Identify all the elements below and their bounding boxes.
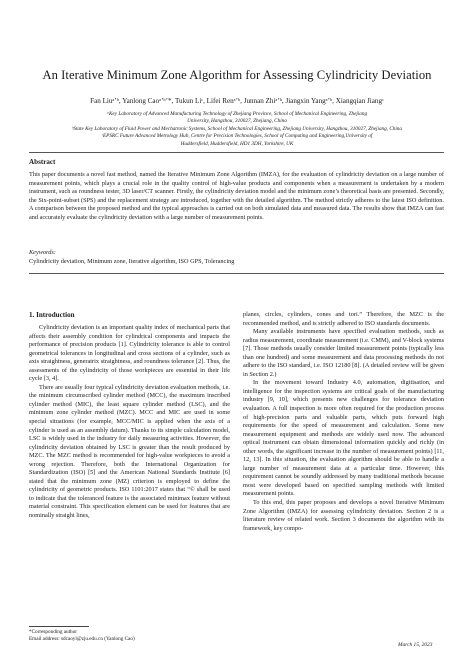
left-column [29,324,230,521]
keywords-text: Cylindricity deviation, Minimum zone, Iterative algorithm, ISO GPS, Tolerancing [29,258,235,265]
footnote-email: Email address: sdcaoyl@zju.edu.cn (Yanlong Cao) [29,636,135,642]
affiliation-a-line1: ᵃKey Laboratory of Advanced Manufacturing Technology of Zhejiang Province, School of Mechanical Engineering, Zhejiang [106,111,368,117]
affiliation-c-line1: ᶜEPSRC Future Advanced Metrology Hub, Centre for Precision Technologies, School of Computing and Engineering,University of [101,133,373,139]
intro-paragraph-5: To this end, this paper proposes and develops a novel Iterative Minimum Zone Algorithm (IMZA) for assessing cylindricity deviation. Section 2 is a literature review of related work. Section 3 documents the algorithm with its framework, key compo- [243,499,444,532]
affiliation-a-line2: University, Hangzhou, 310027, Zhejiang, China [187,118,287,124]
section-heading-introduction: 1. Introduction [29,311,75,319]
intro-paragraph-4: In the movement toward Industry 4.0, automation, digitisation, and intelligence for the inspection systems are critical goals of the manufacturing industry [9, 10], which presents new challenges for tolerance deviation evaluation. A full inspection is more often required for the production process of high-precision parts and valuable parts, which puts forward high requirements for the speed of measurement and calculation. Some new measurement equipment and methods are widely used now. The advanced optical instrument can obtain dimensional information quickly and richly (in other words, the significant increase in the number of measurement points) [11, 12, 13]. In this situation, the evaluation algorithm should be able to handle a large number of measurement data at a particular time. However, this requirement cannot be soundly addressed by many traditional methods because most were developed based on specified sampling methods with limited measurement points. [243,379,444,498]
abstract-heading: Abstract [29,158,56,166]
footnote-corresponding: *Corresponding author [29,629,77,635]
author-list: Fan Liuᵃʼᵇ, Yanlong Caoᵃʼᵇʼ*, Tukun Liᶜ, Lifei Renᵃʼᵇ, Junnan Zhiᵃʼᵇ, Jiangxin Yangᵃʼᵇ, Xiangqian Jiangᶜ [90,97,384,105]
intro-paragraph-2-continued: planes, circles, cylinders, cones and tori.” Therefore, the MZC is the recommended method, and is strictly adhered to ISO standards documents. [243,311,444,327]
right-column [243,311,444,533]
keywords-label: Keywords: [29,249,56,256]
affiliation-b: ᵇState Key Laboratory of Fluid Power and Mechatronic Systems, School of Mechanical Engineering, Zhejiang University, Hangzhou, 310027, Zhejiang, China [72,126,402,132]
intro-paragraph-3: Many available instruments have specified evaluation methods, such as radius measurement, coordinate measurement (i.e. CMM), and V-block systems [7]. Those methods usually consider limited measurement points (typically less than one hundred) and some measurement and data processing methods do not adhere to the ISO standard, i.e. ISO 12180 [8]. (A detailed review will be given in Section 2.) [243,328,444,378]
paper-title: An Iterative Minimum Zone Algorithm for Assessing Cylindricity Deviation [42,68,432,82]
bottom-rule [29,273,444,274]
top-rule [29,152,444,153]
footnote-rule [29,626,89,627]
abstract-text: This paper documents a novel fast method, named the Iterative Minimum Zone Algorithm (IMZA), for the evaluation of cylindricity deviation on a large number of measurement points, which plays a crucial role in the quality control of high-value products and components when a measurement is undertaken by a modern instrument, such as roundness tester, 3D laser/CT scanner. Firstly, the cylindricity deviation model and the minimum zone’s theoretical basis are presented. Secondly, the Six-point-subset (SPS) and the replacement strategy are introduced, together with the detailed algorithm. The method strictly adheres to the latest ISO definition. A comparison between the proposed method and the typical approaches is carried out on both simulated data and measured data. The results show that IMZA can fast and accurately evaluate the cylindricity deviation with a large number of measurement points. [29,171,444,221]
affiliation-c-line2: Huddersfield, Huddersfield, HD1 3DH, Yorkshire, UK [180,141,294,147]
preprint-date: March 15, 2023 [398,642,433,648]
intro-paragraph-1: Cylindricity deviation is an important quality index of mechanical parts that affects their assembly condition for cylindrical components and impacts the performance of precision products [1]. Cylindricity tolerance is able to control geometrical tolerances in longitudinal and cross sections of a cylinder, such as axis straightness, generatrix straightness, and roundness tolerance [2]. Thus, the assessments of the cylindricity of those workpieces are essential in their life cycle [3, 4]. [29,324,230,383]
intro-paragraph-2: There are usually four typical cylindricity deviation evaluation methods, i.e. the minimum circumscribed cylinder method (MCC), the maximum inscribed cylinder method (MIC), the least square cylinder method (LSC), and the minimum zone cylinder method (MZC). MCC and MIC are used in some special situations (for example, MCC/MIC is applied when the axis of a cylinder is used as an assembly datum). Thanks to its simple calculation model, LSC is widely used in the industry for daily measuring activities. However, the cylindricity deviation obtained by LSC is greater than the result produced by MZC. The MZC method is recommended for high-value workpieces to avoid a wrong rejection. Therefore, both the International Organization for Standardization (ISO) [5] and the American National Standards Institute [6] stated that the minimum zone (MZ) criterion is employed to define the cylindricity of geometric products. ISO 1101:2017 states that “© shall be used to indicate that the toleranced feature is the associated minimax feature without material constraint. This specification element can be used for features that are nominally straight lines, [29,383,230,520]
